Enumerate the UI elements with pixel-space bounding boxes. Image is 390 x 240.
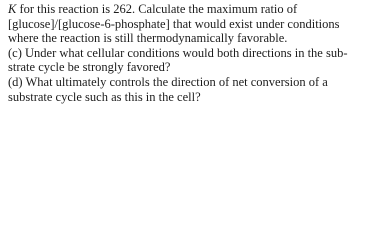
question-d-continued: substrate cycle such as this in the cell? [8, 89, 201, 104]
question-c: (c) Under what cellular conditions would both directions in the sub- [8, 45, 348, 60]
text-line-3: where the reaction is still thermodynamically favorable. [8, 31, 288, 46]
question-c-continued: strate cycle be strongly favored? [8, 60, 171, 75]
question-d: (d) What ultimately controls the direction of net conversion of a [8, 74, 328, 89]
k-symbol: K [8, 2, 17, 16]
problem-text [8, 2, 386, 104]
text-line-2: [glucose]/[glucose-6-phosphate] that would exist under conditions [8, 16, 340, 31]
text-line-1 [8, 2, 386, 17]
text-line-1-rest: for this reaction is 262. Calculate the maximum ratio of [16, 2, 298, 16]
